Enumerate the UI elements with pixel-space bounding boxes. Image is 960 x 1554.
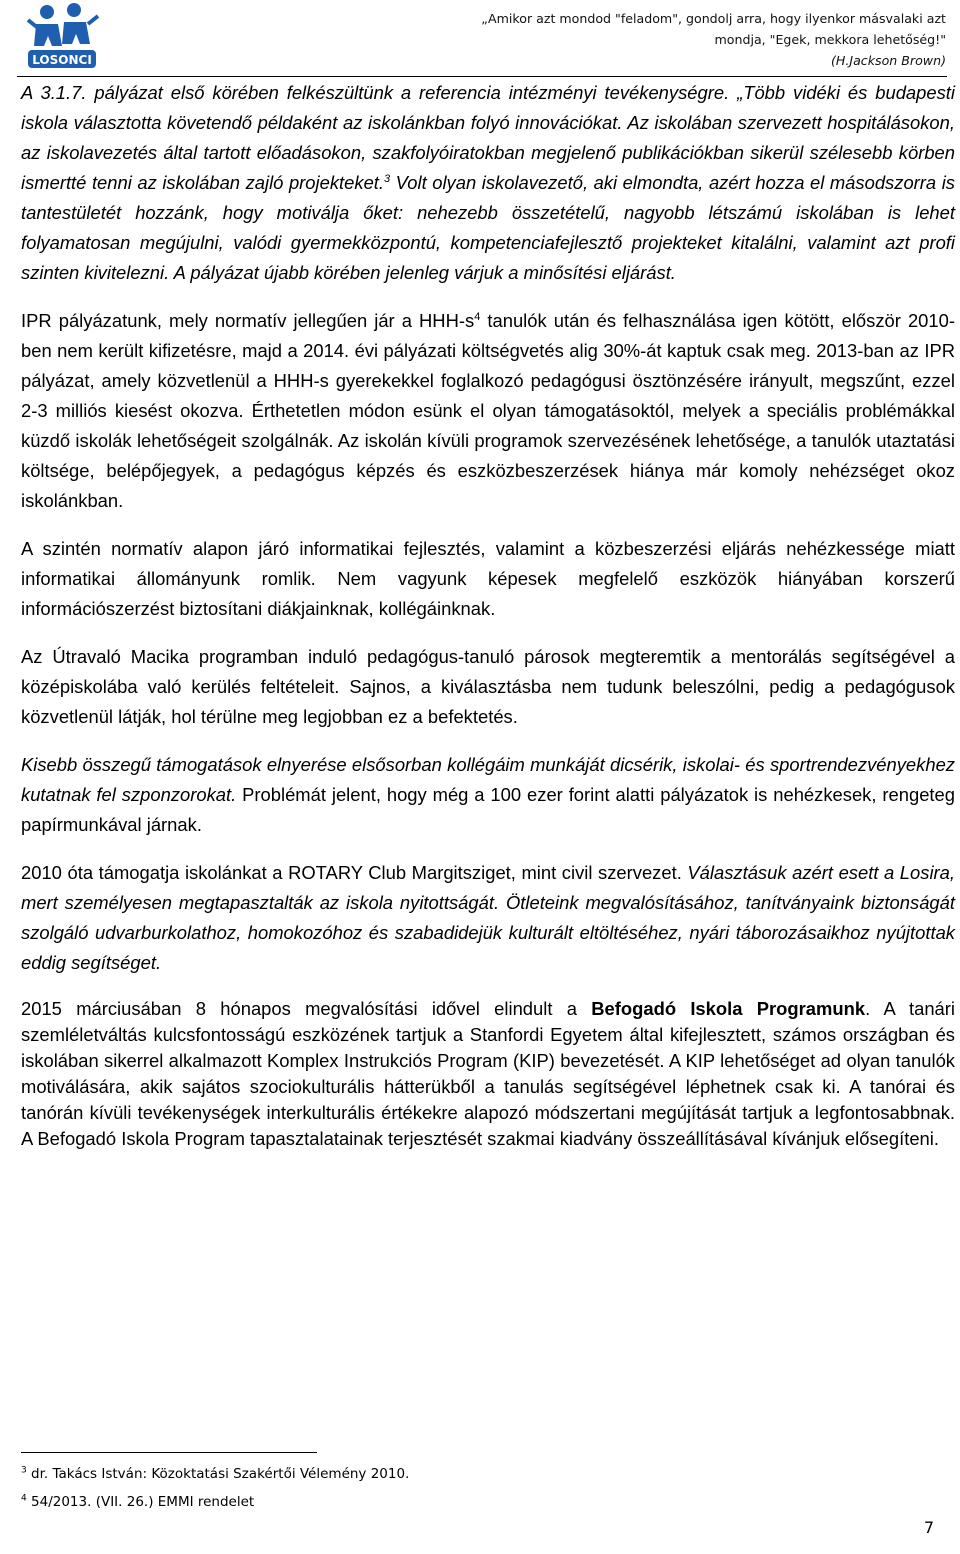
footnote-3-text: dr. Takács István: Közoktatási Szakértői Vélemény 2010. (26, 1466, 410, 1482)
document-body (21, 78, 955, 1170)
page-header (0, 0, 960, 80)
motto-author: (H.Jackson Brown) (830, 53, 946, 68)
p2-text-b: tanulók után és felhasználása igen kötött, először 2010-ben nem került kifizetésre, majd a 2014. évi pályázati költségvetés alig 30%-át kaptuk csak meg. 2013-ban az IPR pályázat, amely közvetlenül a HHH-s gyerekekkel foglalkozó pedagógusi ösztönzésére irányult, megszűnt, ezzel 2-3 milliós kiesést okozva. Érthetetlen módon esünk el olyan támogatásoktól, melyek a speciális problémákkal küzdő iskolák lehetőségeit szolgálnák. Az iskolán kívüli programok szervezésének lehetősége, a tanulók utaztatási költsége, belépőjegyek, a pedagógus képzés és eszközbeszerzések hiánya már komoly nehézséget okoz iskolánkban. (21, 310, 955, 511)
p1-text-a: A 3.1.7. pályázat első körében felkészültünk a referencia intézményi tevékenységre. „Több vidéki és budapesti iskola választotta követendő példaként az iskolánkban folyó innovációkat. Az iskolában szervezett hospitálásokon, az iskolavezetés által tartott előadásokon, szakfolyóiratokban megjelenő publikációkban sikerül szélesebb körben ismertté tenni az iskolában zajló projekteket. (21, 82, 955, 193)
p7-text-bold: Befogadó Iskola Programunk (591, 998, 866, 1019)
header-divider (17, 76, 947, 77)
p6-text-italic: Választásuk azért esett a Losira, mert személyesen megtapasztalták az iskola nyitottságát. Ötleteink megvalósításához, tanítványaink biztonságát szolgáló udvarburkolathoz, homokozóhoz és szabadidejük kulturált eltöltéséhez, nyári táborozásaikhoz nyújtottak eddig segítséget. (21, 862, 956, 973)
footnotes (21, 1460, 721, 1516)
p5-text-italic: Kisebb összegű támogatások elnyerése elsősorban kollégáim munkáját dicsérik, iskolai- és sportrendezvényekhez kutatnak fel szponzorokat. (21, 754, 955, 805)
footnote-4-number: 4 (21, 1493, 27, 1504)
p7-text-a: 2015 márciusában 8 hónapos megvalósítási idővel elindult a (21, 998, 592, 1019)
header-motto (466, 8, 946, 71)
footnote-3-number: 3 (21, 1465, 27, 1476)
footnote-ref-4: 4 (474, 310, 481, 323)
footnote-ref-3: 3 (384, 172, 391, 185)
paragraph-7 (21, 996, 955, 1152)
p1-text-b: Volt olyan iskolavezető, aki elmondta, azért hozza el másodszorra is tantestületét hozzánk, hogy motiválja őket: nehezebb összetételű, nagyobb létszámú iskolában is lehet folyamatosan megújulni, valódi gyermekközpontú, kompetenciafejlesztő projekteket kitalálni, valamint azt profi szinten kivitelezni. A pályázat újabb körében jelenleg várjuk a minősítési eljárást. (21, 172, 955, 283)
footnote-3 (21, 1460, 721, 1488)
p6-text-normal: 2010 óta támogatja iskolánkat a ROTARY Club Margitsziget, mint civil szervezet. (21, 862, 688, 883)
motto-line-2: mondja, "Egek, mekkora lehetőség!" (714, 32, 946, 47)
page-number: 7 (923, 1518, 934, 1537)
p7-text-b: . A tanári szemléletváltás kulcsfontosságú eszközének tartjuk a Stanfordi Egyetem által kifejlesztett, számos országban és iskolában sikerrel alkalmazott Komplex Instrukciós Program (KIP) bevezetését. A KIP lehetőséget ad olyan tanulók motiválására, akik sajátos szociokulturális hátterükből a tanulás segítségével léphetnek csak ki. A tanórai és tanórán kívüli tevékenységek interkulturális értékekre alapozó módszertani megújítását tartjuk a legfontosabbnak. A Befogadó Iskola Program tapasztalatainak terjesztését szakmai kiadvány összeállításával kívánjuk elősegíteni. (21, 998, 955, 1149)
p2-text-a: IPR pályázatunk, mely normatív jellegűen jár a HHH-s (21, 310, 475, 331)
logo-text: LOSONCI (32, 53, 92, 67)
paragraph-2 (21, 306, 955, 516)
motto-line-1: „Amikor azt mondod "feladom", gondolj arra, hogy ilyenkor másvalaki azt (481, 11, 946, 26)
footnote-4 (21, 1488, 721, 1516)
school-logo (22, 2, 102, 72)
p5-text-normal: Problémát jelent, hogy még a 100 ezer forint alatti pályázatok is nehézkesek, rengeteg papírmunkával járnak. (21, 784, 955, 835)
paragraph-1 (21, 78, 955, 288)
paragraph-4: Az Útravaló Macika programban induló pedagógus-tanuló párosok megteremtik a mentorálás segítségével a középiskolába való kerülés feltételeit. Sajnos, a kiválasztásba nem tudunk beleszólni, pedig a pedagógusok közvetlenül látják, hol térülne meg legjobban ez a befektetés. (21, 646, 955, 727)
footnote-separator (21, 1452, 317, 1453)
paragraph-5 (21, 750, 955, 840)
paragraph-6 (21, 858, 955, 978)
paragraph-3: A szintén normatív alapon járó informatikai fejlesztés, valamint a közbeszerzési eljárás nehézkessége miatt informatikai állományunk romlik. Nem vagyunk képesek megfelelő eszközök hiányában korszerű információszerzést biztosítani diákjainknak, kollégáinknak. (21, 538, 955, 619)
footnote-4-text: 54/2013. (VII. 26.) EMMI rendelet (26, 1494, 255, 1510)
